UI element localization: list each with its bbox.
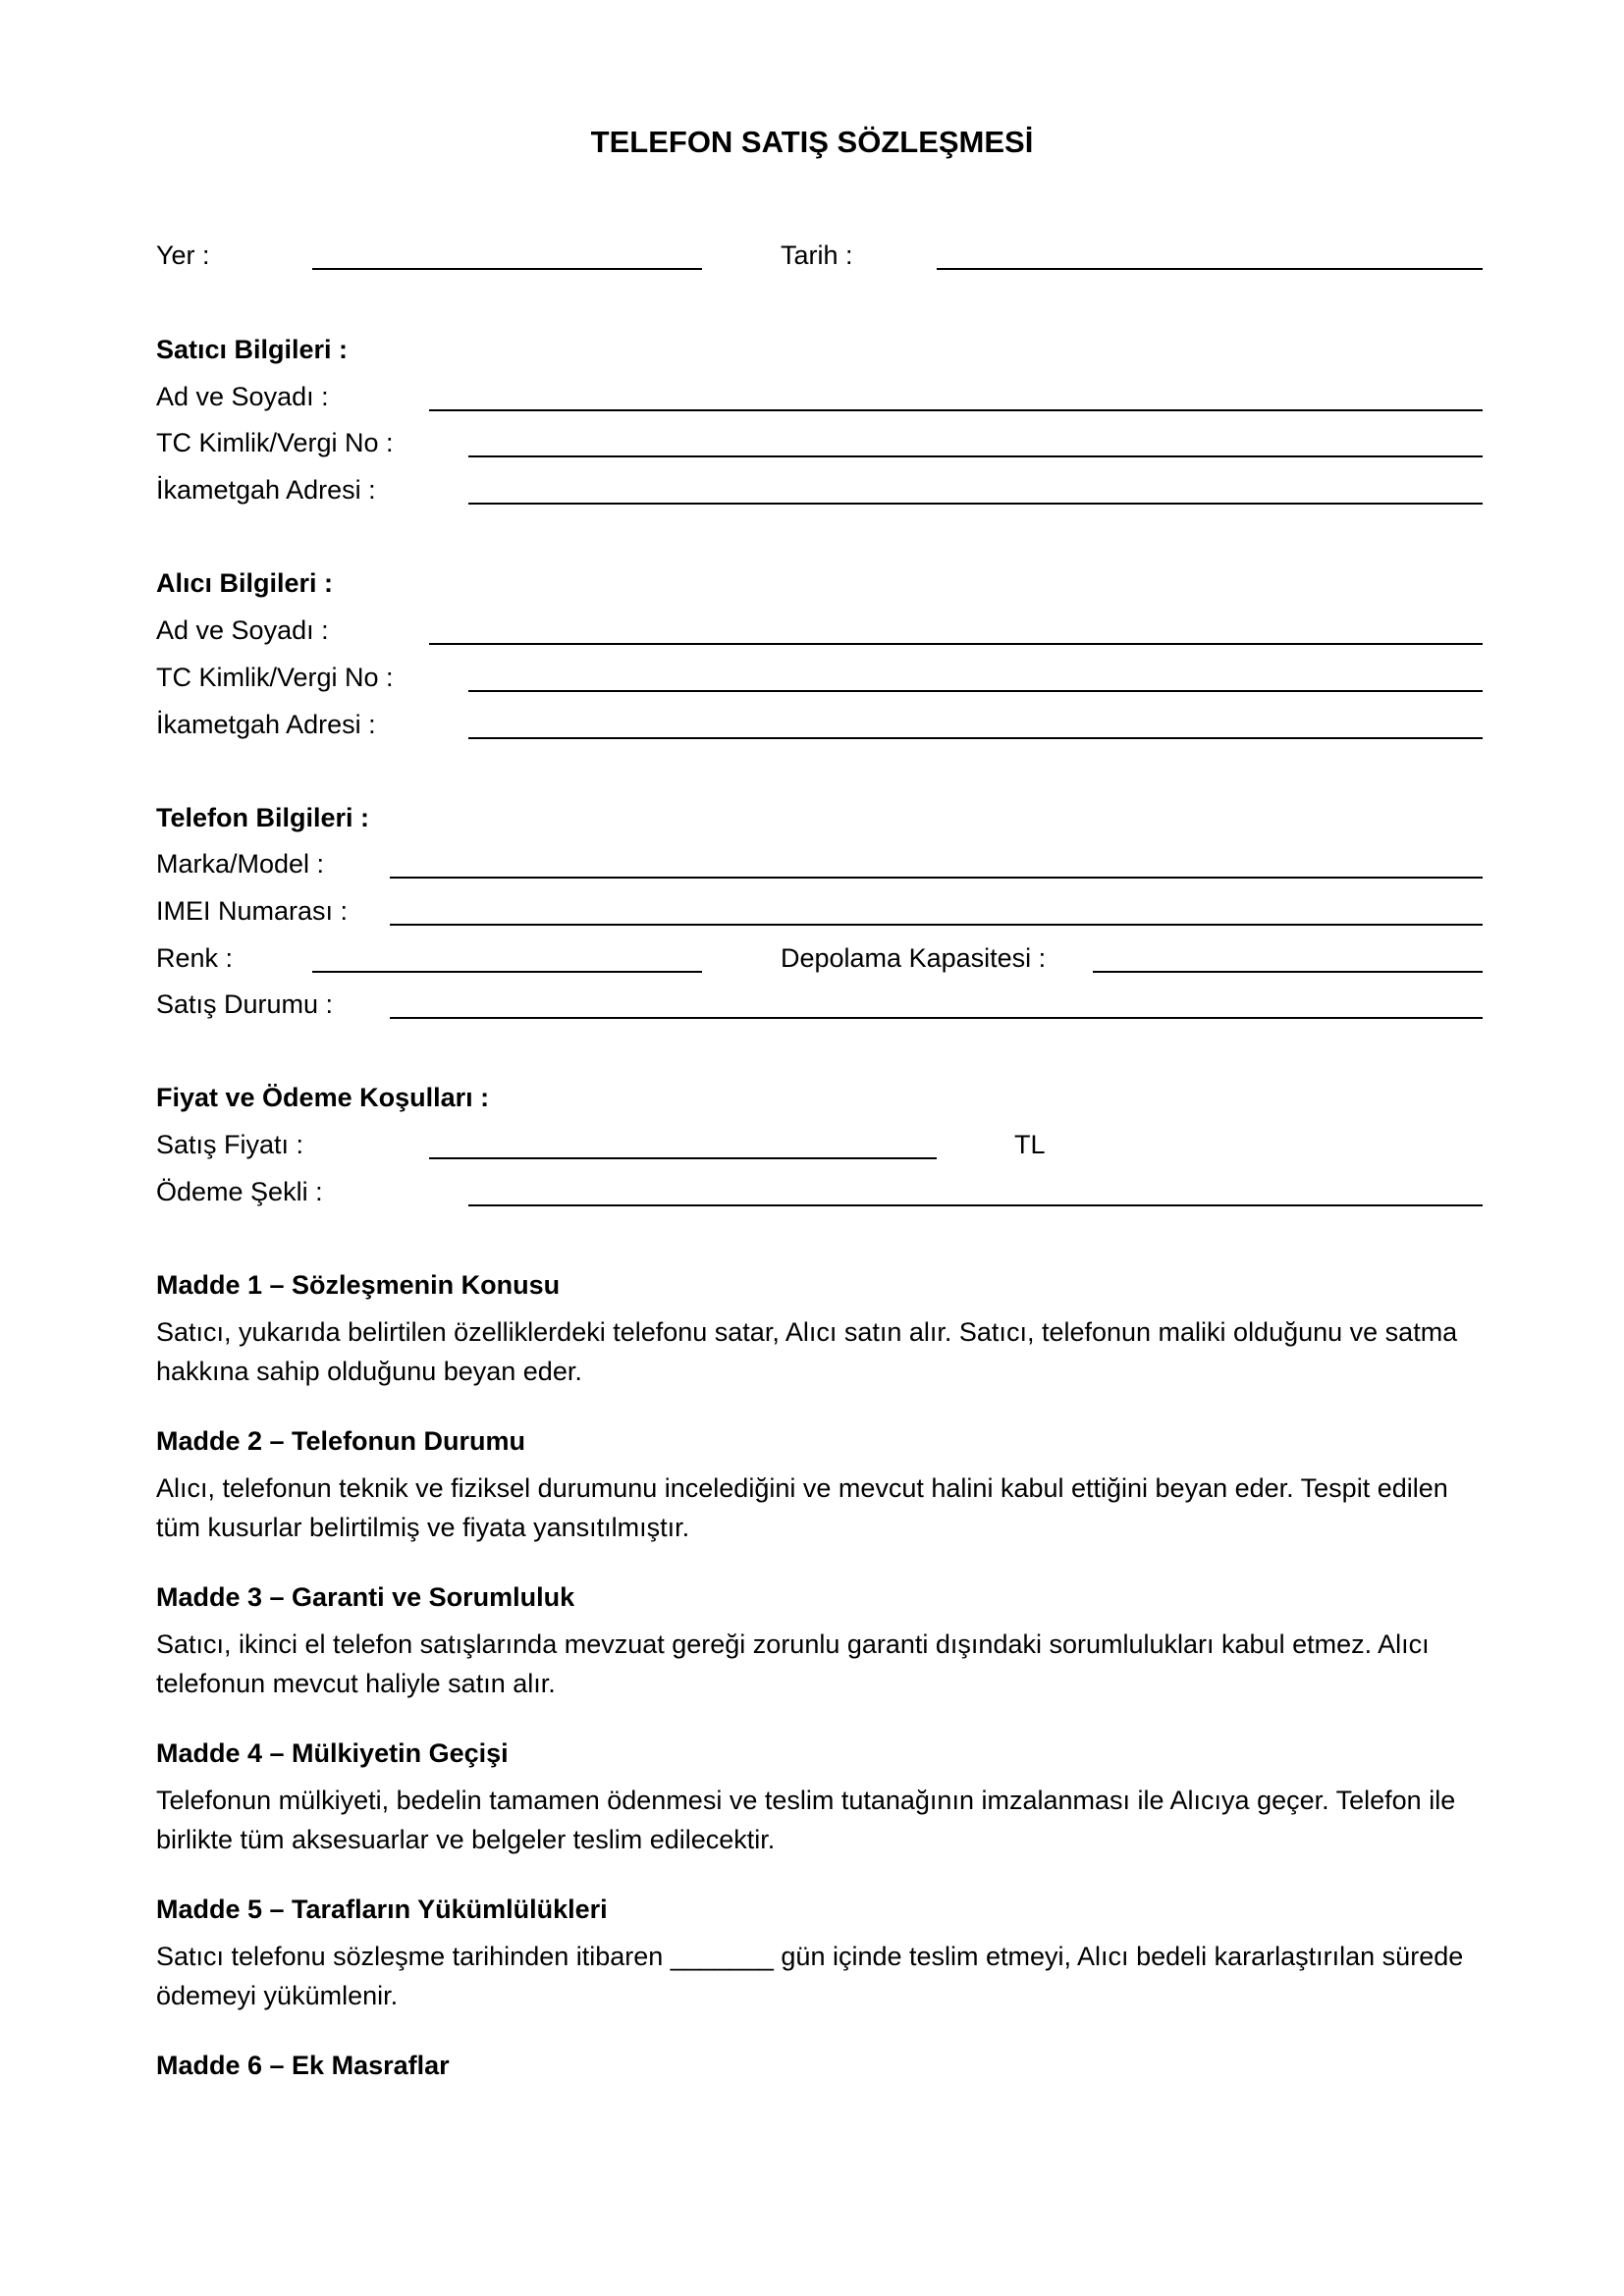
buyer-id-field[interactable] [468,690,1483,692]
buyer-name-field[interactable] [429,643,1483,645]
phone-imei-row [0,891,1624,931]
phone-heading: Telefon Bilgileri : [156,803,370,832]
buyer-address-label: İkametgah Adresi : [156,710,376,739]
payment-method-label: Ödeme Şekli : [156,1177,323,1206]
payment-method-field[interactable] [468,1204,1483,1206]
phone-status-field[interactable] [390,1017,1483,1019]
phone-model-field[interactable] [390,877,1483,879]
date-label: Tarih : [781,240,853,270]
article-2-text: Alıcı, telefonun teknik ve fiziksel durumunu incelediğini ve mevcut halini kabul ettiğini beyan eder. Tespit edilen tüm kusurlar belirtilmiş ve fiyata yansıtılmıştır. [156,1473,1448,1542]
payment-price-row [0,1125,1624,1164]
phone-color-field[interactable] [312,971,702,973]
article-3-text: Satıcı, ikinci el telefon satışlarında mevzuat gereği zorunlu garanti dışındaki sorumlulukları kabul etmez. Alıcı telefonun mevcut haliyle satın alır. [156,1629,1430,1698]
seller-heading: Satıcı Bilgileri : [156,335,349,364]
article-3-heading: Madde 3 – Garanti ve Sorumluluk [156,1582,575,1612]
buyer-id-row [0,658,1624,697]
article-5-heading: Madde 5 – Tarafların Yükümlülükleri [156,1895,608,1924]
phone-model-label: Marka/Model : [156,849,325,879]
seller-name-label: Ad ve Soyadı : [156,382,329,411]
payment-method-row [0,1172,1624,1211]
buyer-heading: Alıcı Bilgileri : [156,568,334,598]
seller-address-row [0,470,1624,509]
buyer-name-row [0,611,1624,650]
buyer-id-label: TC Kimlik/Vergi No : [156,663,394,692]
payment-price-field[interactable] [429,1157,937,1159]
phone-imei-field[interactable] [390,924,1483,926]
phone-status-label: Satış Durumu : [156,989,334,1019]
seller-address-label: İkametgah Adresi : [156,475,376,505]
place-date-row [0,236,1624,275]
place-field[interactable] [312,268,702,270]
article-6-heading: Madde 6 – Ek Masraflar [156,2051,450,2080]
phone-color-storage-row [0,938,1624,978]
seller-name-row [0,377,1624,416]
article-5-text: Satıcı telefonu sözleşme tarihinden itibaren _______ gün içinde teslim etmeyi, Alıcı bedeli kararlaştırılan sürede ödemeyi yükümlenir. [156,1942,1464,2010]
phone-imei-label: IMEI Numarası : [156,896,349,926]
article-4-text: Telefonun mülkiyeti, bedelin tamamen ödenmesi ve teslim tutanağının imzalanması ile Alıcıya geçer. Telefon ile birlikte tüm aksesuarlar ve belgeler teslim edilecektir. [156,1786,1456,1854]
article-1-text: Satıcı, yukarıda belirtilen özelliklerdeki telefonu satar, Alıcı satın alır. Satıcı, telefonun maliki olduğunu ve satma hakkına sahip olduğunu beyan eder. [156,1317,1458,1386]
article-4-heading: Madde 4 – Mülkiyetin Geçişi [156,1738,509,1768]
phone-status-row [0,985,1624,1024]
phone-storage-field[interactable] [1093,971,1483,973]
payment-currency-label: TL [1014,1130,1046,1159]
place-label: Yer : [156,240,210,270]
phone-model-row [0,844,1624,883]
buyer-address-field[interactable] [468,737,1483,739]
date-field[interactable] [937,268,1483,270]
seller-id-label: TC Kimlik/Vergi No : [156,428,394,457]
article-2-heading: Madde 2 – Telefonun Durumu [156,1426,526,1456]
seller-id-field[interactable] [468,455,1483,457]
document-title: TELEFON SATIŞ SÖZLEŞMESİ [590,125,1034,159]
payment-heading: Fiyat ve Ödeme Koşulları : [156,1083,490,1112]
seller-name-field[interactable] [429,409,1483,411]
buyer-name-label: Ad ve Soyadı : [156,615,329,645]
article-1-heading: Madde 1 – Sözleşmenin Konusu [156,1270,561,1300]
phone-storage-label: Depolama Kapasitesi : [781,943,1047,973]
seller-address-field[interactable] [468,503,1483,505]
buyer-address-row [0,705,1624,744]
seller-id-row [0,423,1624,462]
phone-color-label: Renk : [156,943,234,973]
payment-price-label: Satış Fiyatı : [156,1130,304,1159]
